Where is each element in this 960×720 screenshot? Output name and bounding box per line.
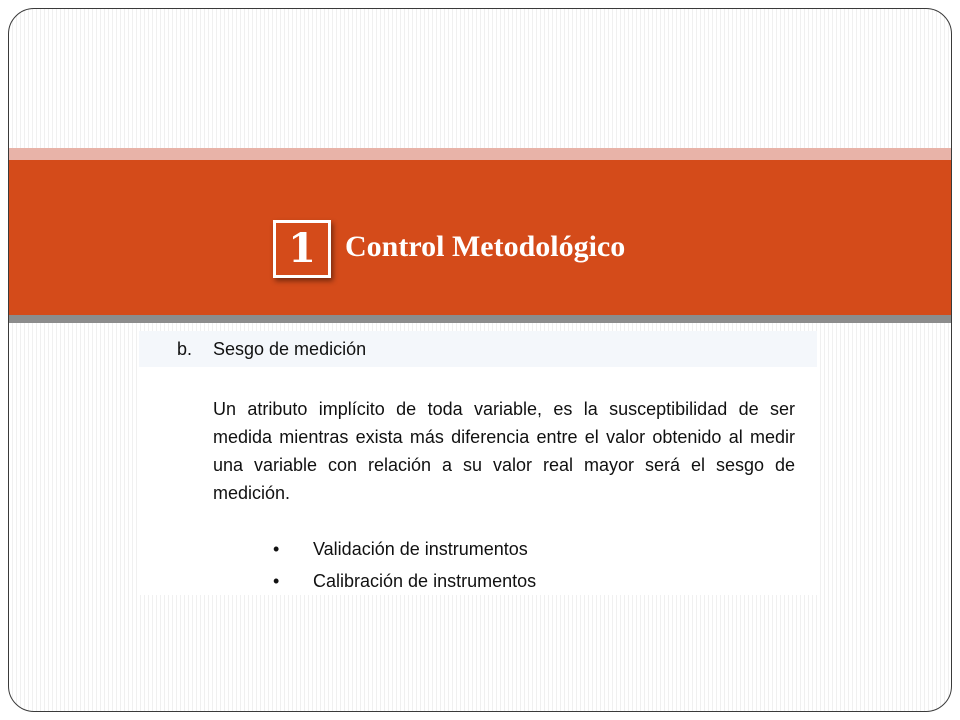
bullet-list xyxy=(273,533,536,597)
list-item-text: Calibración de instrumentos xyxy=(313,571,537,591)
subheading-text: Sesgo de medición xyxy=(213,339,367,359)
bullet-icon: • xyxy=(273,571,280,591)
title-band-top-stripe xyxy=(9,148,951,160)
list-item xyxy=(273,565,536,597)
title-band-bottom-stripe xyxy=(9,315,951,323)
list-item xyxy=(273,533,536,565)
body-paragraph: Un atributo implícito de toda variable, es la susceptibilidad de ser medida mientras exista más diferencia entre el valor obtenido al medir una variable con relación a su valor real mayor será el sesgo de medición. xyxy=(213,399,795,503)
subheading-bar xyxy=(139,331,817,367)
slide xyxy=(8,8,952,712)
content-box xyxy=(139,331,817,595)
subheading-letter: b. xyxy=(177,339,193,359)
list-item-text: Validación de instrumentos xyxy=(313,539,528,559)
bullet-icon: • xyxy=(273,539,280,559)
slide-title: Control Metodológico xyxy=(345,230,626,263)
section-number-badge: 1 xyxy=(273,220,331,278)
